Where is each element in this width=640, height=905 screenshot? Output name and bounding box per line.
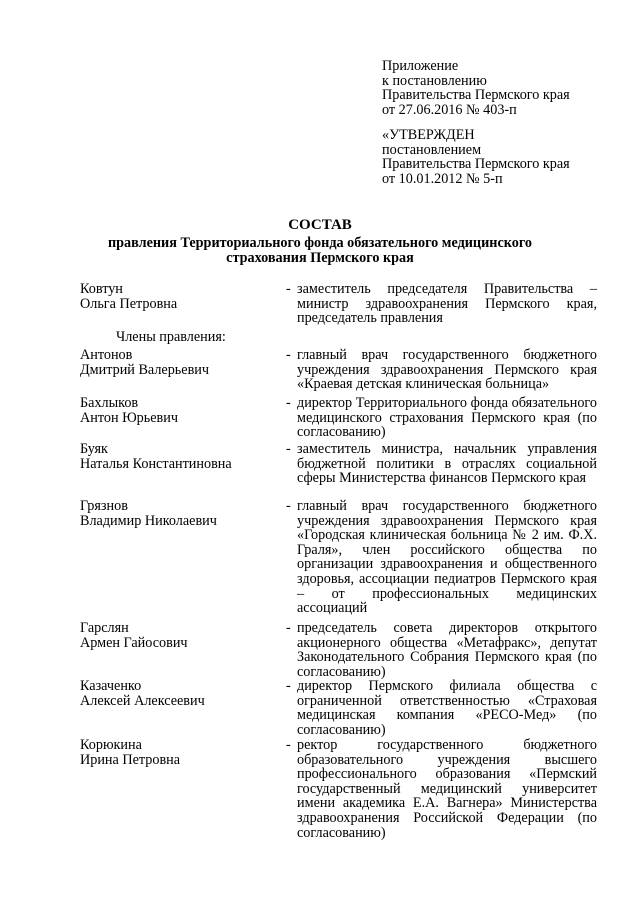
member-given-name: Алексей Алексеевич [80, 692, 205, 709]
member-name [80, 499, 285, 528]
member-name [80, 442, 285, 471]
approved-header [382, 128, 622, 186]
member-given-name: Армен Гайосович [80, 634, 188, 651]
dash: - [286, 678, 291, 694]
appendix-line: Правительства Пермского края [382, 87, 570, 104]
subtitle-line: правления Территориального фонда обязательного медицинского [107, 235, 533, 251]
member-surname: Бахлыков [80, 395, 139, 411]
member-given-name: Дмитрий Валерьевич [80, 361, 209, 378]
subtitle-line: страхования Пермского края [226, 249, 414, 266]
member-role: председатель совета директоров открытого акционерного общества «Метафракс», депутат Законодательного Собрания Пермского края (по согласованию) [297, 620, 597, 680]
member-name [80, 396, 285, 425]
member-given-name: Наталья Константиновна [80, 455, 232, 472]
approved-line: Правительства Пермского края [382, 156, 570, 173]
member-given-name: Ирина Петровна [80, 751, 181, 768]
approved-line: «УТВЕРЖДЕН [382, 127, 475, 143]
appendix-line: от 27.06.2016 № 403-п [382, 101, 517, 118]
appendix-line: к постановлению [382, 72, 487, 89]
member-role: директор Территориального фонда обязательного медицинского страхования Пермского края (по согласованию) [297, 395, 597, 441]
dash: - [286, 441, 291, 457]
dash: - [286, 620, 291, 636]
appendix-header [382, 59, 622, 117]
dash: - [286, 498, 291, 514]
member-role: ректор государственного бюджетного образовательного учреждения высшего профессионального образования «Пермский государственный медицинский университет имени академика Е.А. Вагнера» Министерства здравоохранения Российской Федерации (по согласованию) [297, 737, 597, 841]
member-surname: Ковтун [80, 281, 123, 297]
member-role: заместитель министра, начальник управления бюджетной политики в отраслях социальной сферы Министерства финансов Пермского края [297, 441, 597, 487]
member-role: заместитель председателя Правительства – министр здравоохранения Пермского края, председатель правления [297, 281, 597, 327]
dash: - [286, 347, 291, 363]
member-role: главный врач государственного бюджетного учреждения здравоохранения Пермского края «Краевая детская клиническая больница» [297, 347, 597, 393]
member-surname: Гарслян [80, 620, 129, 636]
member-surname: Буяк [80, 441, 108, 457]
dash: - [286, 281, 291, 297]
member-name [80, 679, 285, 708]
document-subtitle [0, 236, 640, 265]
member-given-name: Ольга Петровна [80, 295, 178, 312]
approved-line: постановлением [382, 141, 482, 158]
member-role: директор Пермского филиала общества с ограниченной ответственностью «Страховая медицинская компания «РЕСО-Мед» (по согласованию) [297, 678, 597, 738]
member-role: главный врач государственного бюджетного учреждения здравоохранения Пермского края «Городская клиническая больница № 2 им. Ф.Х. Граля», член российского общества по организации здравоохранения и общественного здоровья, ассоциации педиатров Пермского края – от профессиональных медицинских ассоциаций [297, 498, 597, 617]
member-name [80, 282, 285, 311]
dash: - [286, 395, 291, 411]
member-surname: Корюкина [80, 737, 142, 753]
document-title: СОСТАВ [288, 217, 352, 233]
member-surname: Грязнов [80, 498, 128, 514]
member-surname: Казаченко [80, 678, 142, 694]
dash: - [286, 737, 291, 753]
approved-line: от 10.01.2012 № 5-п [382, 170, 503, 187]
member-surname: Антонов [80, 347, 133, 363]
member-given-name: Антон Юрьевич [80, 409, 178, 426]
appendix-line: Приложение [382, 58, 459, 74]
member-name [80, 738, 285, 767]
member-name [80, 621, 285, 650]
member-name [80, 348, 285, 377]
member-given-name: Владимир Николаевич [80, 512, 217, 529]
members-label: Члены правления: [116, 329, 226, 345]
